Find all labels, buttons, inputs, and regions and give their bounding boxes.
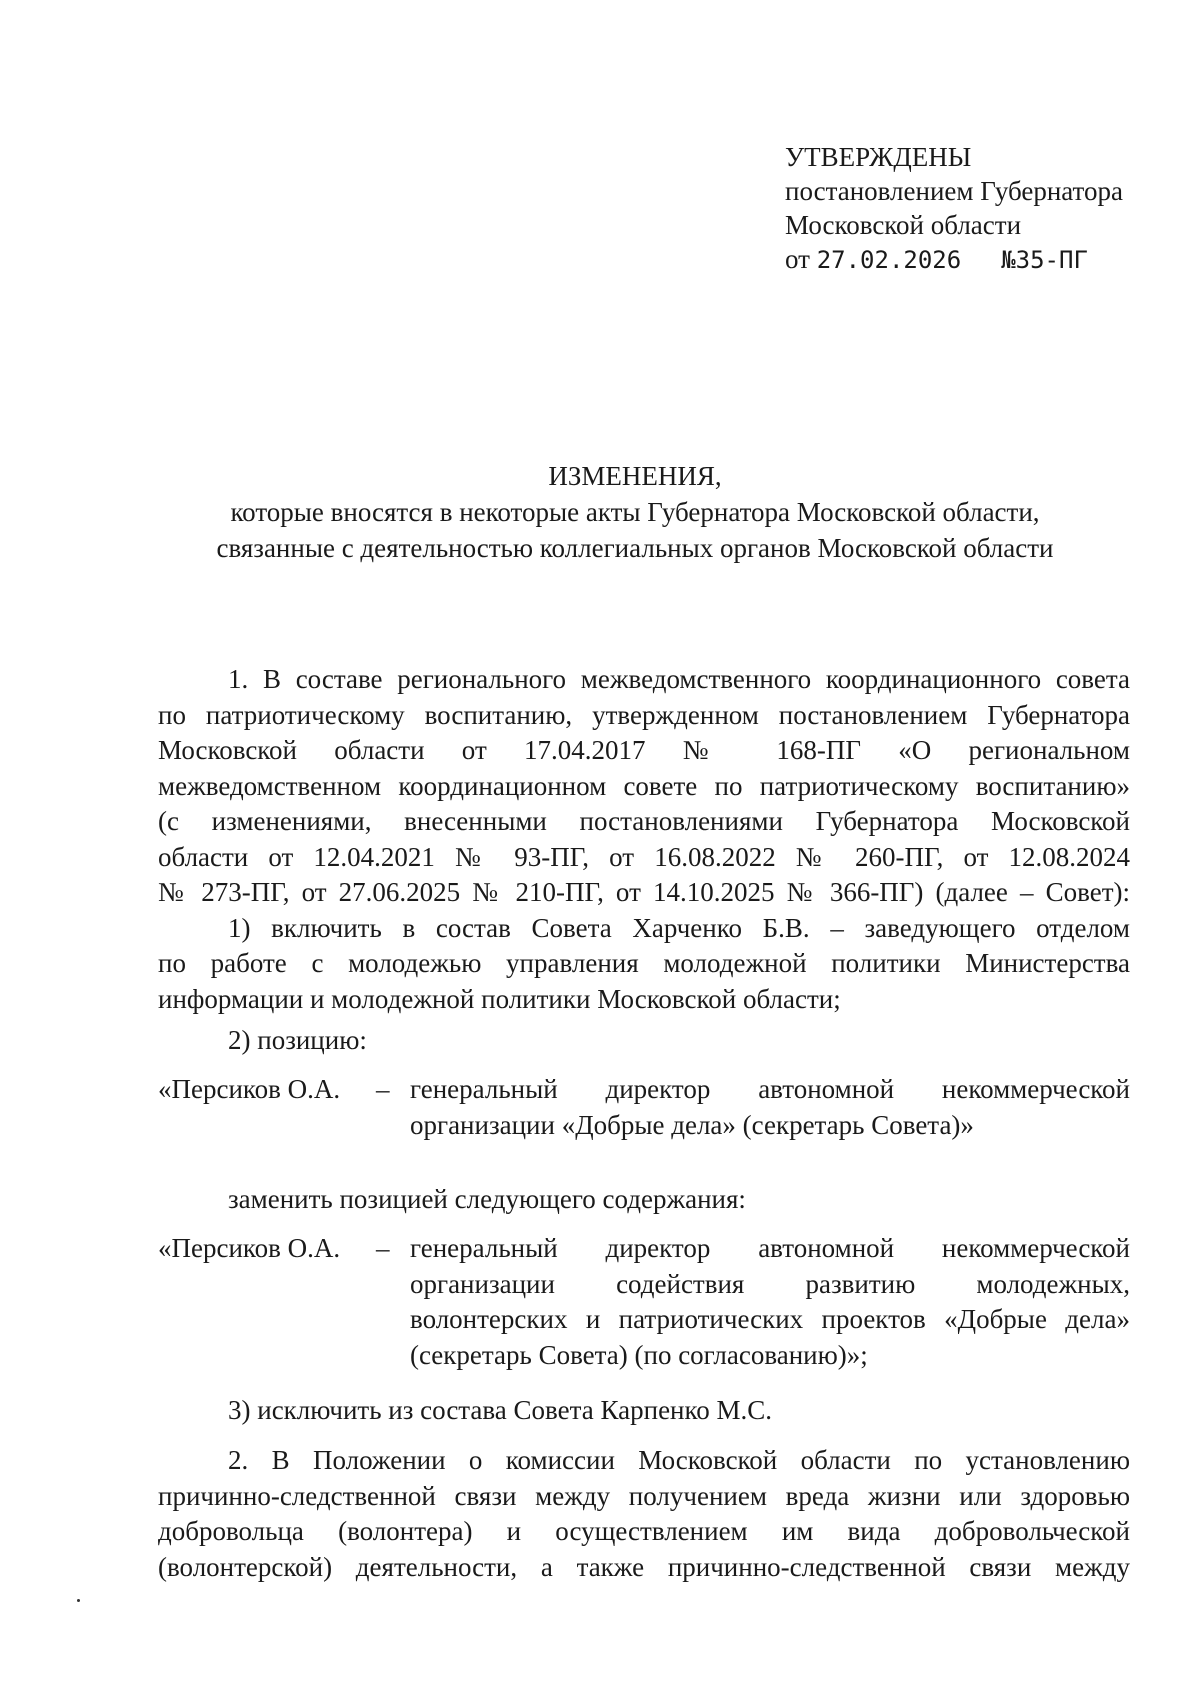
approval-line-2: Московской области [785,210,1022,240]
approval-date: 27.02.2026 [816,246,962,274]
item-1-line: по работе с молодежью управления молодежной политики Министерства [158,948,1130,978]
position-new-description [410,1231,1130,1373]
scan-speck [77,1599,80,1602]
position-new-line: генеральный директор автономной некоммерческой [410,1233,1130,1263]
title-heading: ИЗМЕНЕНИЯ, [548,461,722,491]
paragraph-2-line: причинно-следственной связи между получением вреда жизни или здоровью [158,1480,1130,1511]
approval-line-1: постановлением Губернатора [785,176,1123,206]
position-new-line: волонтерских и патриотических проектов «Добрые дела» [410,1304,1130,1334]
document-title [150,458,1120,566]
paragraph-2-line: (волонтерской) деятельности, а также причинно-следственной связи между [158,1551,1130,1582]
position-new-dash: – [376,1233,390,1263]
approval-date-prefix: от [785,244,810,274]
position-new-line: организации содействия развитию молодежных, [410,1268,1130,1299]
position-new-name: «Персиков О.А. [158,1233,341,1263]
approval-number: №35-ПГ [1001,246,1088,274]
paragraph-1 [158,662,1130,1017]
item-1-line: 1) включить в состав Совета Харченко Б.В. – заведующего отделом [228,912,1130,943]
replace-instruction [158,1182,1130,1218]
item-2-label: 2) позицию: [228,1025,367,1055]
title-line-2: связанные с деятельностью коллегиальных органов Московской области [216,533,1054,563]
title-line-1: которые вносятся в некоторые акты Губернатора Московской области, [230,497,1040,527]
paragraph-1-line: № 273-ПГ, от 27.06.2025 № 210-ПГ, от 14.10.2025 № 366-ПГ) (далее – Совет): [158,877,1130,907]
paragraph-2-line: 2. В Положении о комиссии Московской области по установлению [228,1445,1130,1475]
position-old-dash: – [376,1074,390,1104]
item-3-text: 3) исключить из состава Совета Карпенко М.С. [228,1395,773,1425]
approval-date-line [785,242,1123,277]
position-new-line: (секретарь Совета) (по согласованию)»; [410,1339,868,1370]
paragraph-1-line: межведомственном координационном совете по патриотическому воспитанию» [158,770,1130,801]
item-2 [158,1023,1130,1059]
position-old-description [410,1072,1130,1143]
approval-heading: УТВЕРЖДЕНЫ [785,142,972,172]
position-old-name: «Персиков О.А. [158,1074,341,1104]
position-old-line: организации «Добрые дела» (секретарь Совета)» [410,1109,974,1140]
paragraph-1-line: 1. В составе регионального межведомственного координационного совета [228,664,1130,694]
paragraph-2 [158,1443,1130,1585]
item-3 [158,1393,1130,1429]
paragraph-1-line: Московской области от 17.04.2017 № 168-ПГ «О региональном [158,735,1130,765]
replace-text: заменить позицией следующего содержания: [228,1184,746,1214]
paragraph-1-line: (с изменениями, внесенными постановлениями Губернатора Московской [158,806,1130,836]
paragraph-1-line: области от 12.04.2021 № 93-ПГ, от 16.08.2022 № 260-ПГ, от 12.08.2024 [158,841,1130,872]
item-1-line: информации и молодежной политики Московской области; [158,983,841,1014]
paragraph-1-line: по патриотическому воспитанию, утвержденном постановлением Губернатора [158,699,1130,730]
position-old-line: генеральный директор автономной некоммерческой [410,1074,1130,1104]
approval-block [785,140,1123,277]
paragraph-2-line: добровольца (волонтера) и осуществлением им вида добровольческой [158,1516,1130,1546]
